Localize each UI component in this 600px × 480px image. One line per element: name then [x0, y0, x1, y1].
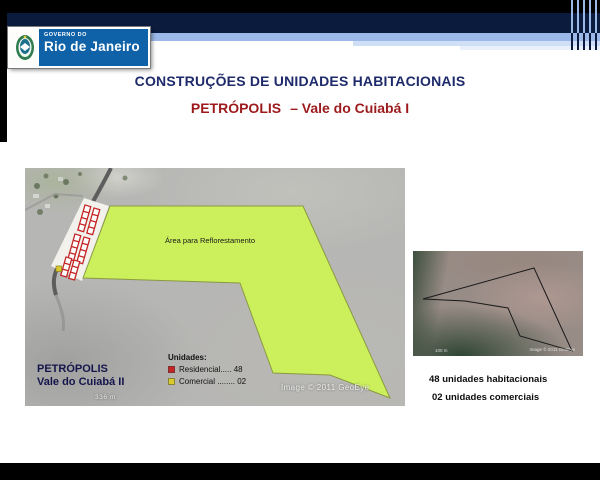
- left-edge-bar: [0, 0, 7, 142]
- bottom-border: [0, 463, 600, 480]
- inset-scale-label: 100 m: [435, 348, 448, 353]
- inset-polygon: [413, 251, 583, 356]
- legend-item-commercial: [168, 377, 246, 386]
- main-map: [25, 168, 405, 406]
- map-scale-label: 336 m: [95, 394, 117, 401]
- map-place-line2: Vale do Cuiabá II: [37, 376, 125, 388]
- map-place-label: [37, 363, 124, 389]
- summary-housing: 48 unidades habitacionais: [429, 374, 548, 385]
- subtitle-city: PETRÓPOLIS: [190, 100, 282, 116]
- legend-color-residential: [168, 366, 175, 373]
- units-summary: [429, 371, 547, 406]
- inset-map: [413, 251, 583, 356]
- inset-watermark: Image © 2011 GeoEye: [529, 347, 575, 352]
- legend-color-commercial: [168, 378, 175, 385]
- subtitle-location: – Vale do Cuiabá I: [290, 100, 410, 116]
- logo-govern-label: GOVERNO DO: [44, 32, 87, 38]
- summary-commercial: 02 unidades comerciais: [432, 391, 540, 403]
- logo-text: [39, 29, 148, 66]
- legend-label-residential: Residencial..... 48: [179, 365, 243, 374]
- header-corner-stripes-top: [571, 0, 600, 33]
- rio-coat-of-arms-icon: [10, 29, 39, 66]
- map-place-line1: PETRÓPOLIS: [37, 363, 108, 375]
- reforestation-area-label: Área para Reflorestamento: [164, 236, 256, 245]
- top-border: [0, 0, 600, 13]
- slide-subtitle: [0, 100, 600, 116]
- map-watermark: Image © 2011 GeoEye: [281, 383, 370, 392]
- header-corner-stripes-bottom: [571, 33, 600, 50]
- logo-state-label: Rio de Janeiro: [44, 39, 140, 54]
- rio-logo: [8, 27, 150, 68]
- map-legend: [168, 353, 246, 386]
- legend-label-commercial: Comercial ........ 02: [179, 377, 247, 386]
- legend-item-residential: [168, 365, 246, 374]
- legend-title: Unidades:: [168, 353, 207, 362]
- slide-title: CONSTRUÇÕES DE UNIDADES HABITACIONAIS: [134, 73, 466, 89]
